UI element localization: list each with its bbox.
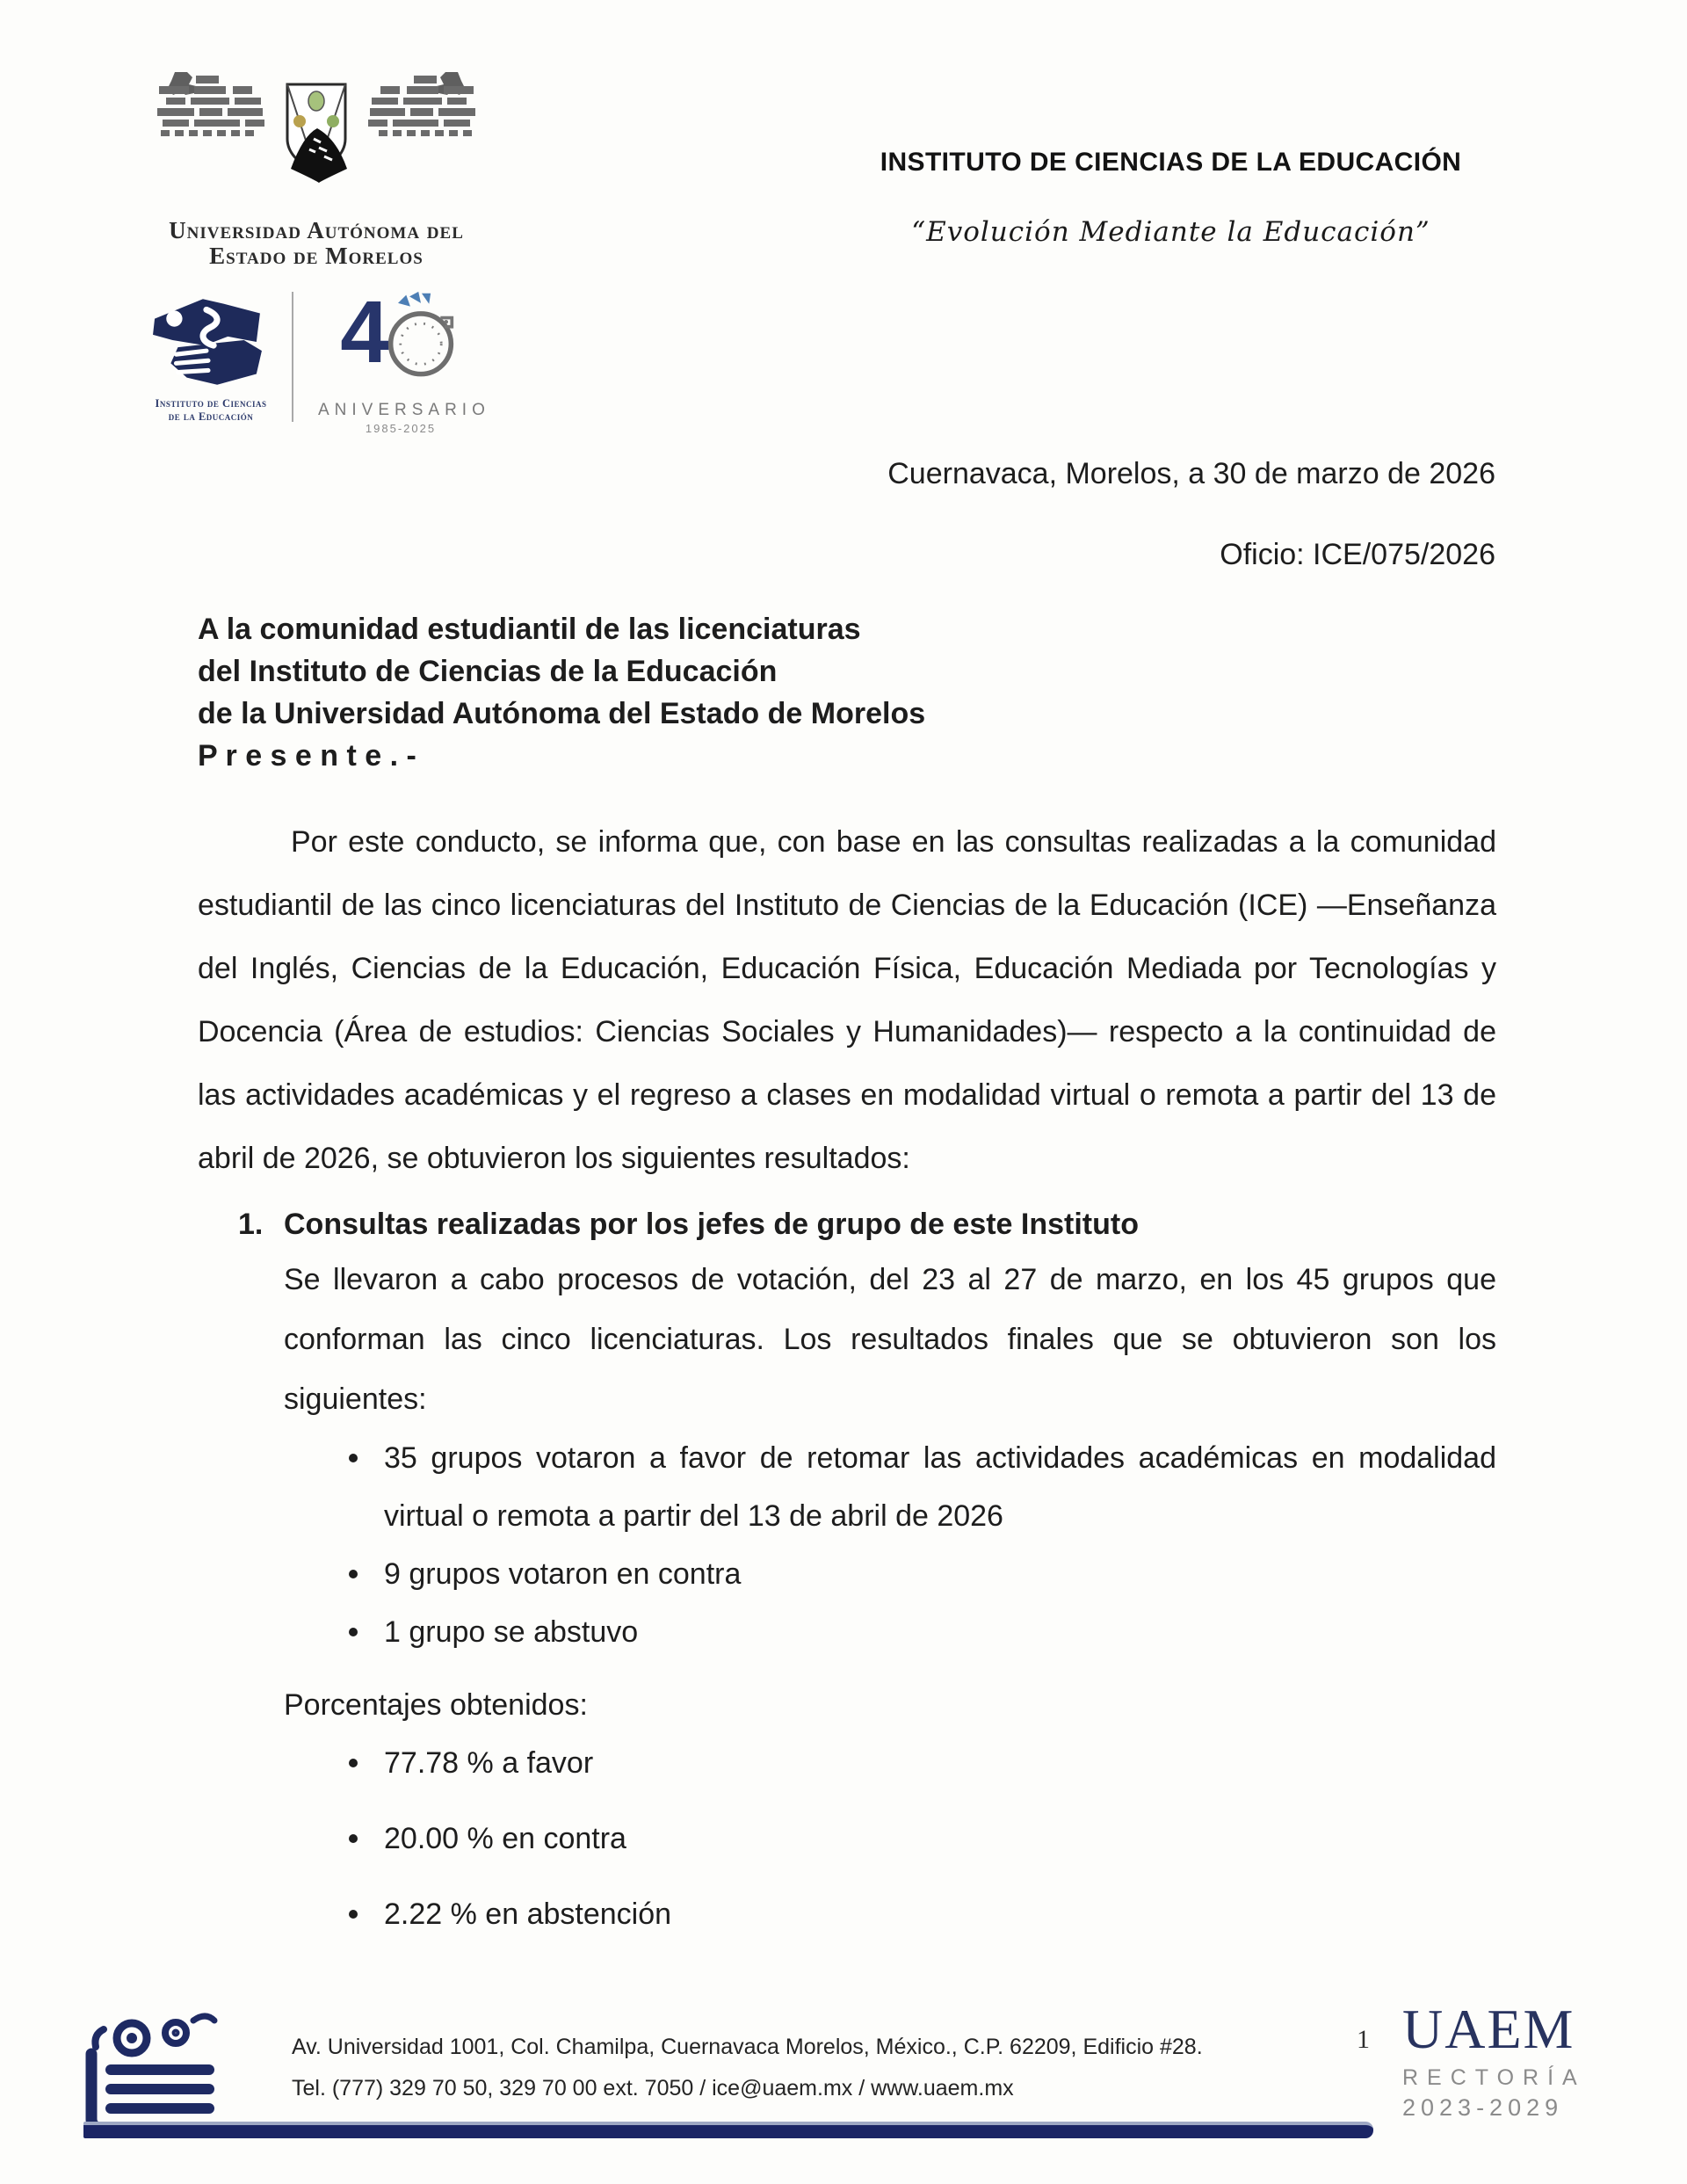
list-item: 2.22 % en abstención	[198, 1886, 1496, 1942]
oficio-number: Oficio: ICE/075/2026	[1220, 538, 1495, 571]
logo-divider	[292, 292, 293, 422]
anniversary-logo	[318, 283, 490, 435]
intro-paragraph: Por este conducto, se informa que, con base en las consultas realizadas a la comunidad estudiantil de las cinco licenciaturas del Instituto de Ciencias de la Educación (ICE) —Enseñanza del Inglés, Ciencias de la Educación, Educación Física, Educación Mediada por Tecnologías y Docencia (Área de estudios: Ciencias Sociales y Humanidades)— respecto a la continuidad de las actividades académicas y el regreso a clases en modalidad virtual o remota a partir del 13 de abril de 2026, se obtuvieron los siguientes resultados:	[198, 825, 1496, 1175]
letter-date: Cuernavaca, Morelos, a 30 de marzo de 2026	[887, 457, 1495, 490]
item-number: 1.	[238, 1208, 264, 1241]
letter-body	[198, 608, 1496, 1962]
item-title: Consultas realizadas por los jefes de grupo de este Instituto	[284, 1208, 1139, 1241]
rectoria-label: RECTORÍA	[1402, 2065, 1586, 2090]
list-item: 20.00 % en contra	[198, 1810, 1496, 1867]
list-item: 9 grupos votaron en contra	[198, 1545, 1496, 1603]
addressee-line: del Instituto de Ciencias de la Educación	[198, 655, 778, 688]
percentages-heading: Porcentajes obtenidos:	[284, 1688, 588, 1722]
list-item: 1 grupo se abstuvo	[198, 1603, 1496, 1661]
footer-address	[292, 2027, 1203, 2109]
university-name-line1: Universidad Autónoma del	[169, 217, 464, 243]
quetzalcoatl-ring-icon	[380, 290, 461, 381]
uaem-wordmark: UAEM	[1402, 1998, 1575, 2060]
institute-slogan: “Evolución Mediante la Educación”	[911, 216, 1430, 248]
vote-results-list	[198, 1429, 1496, 1661]
addressee-block	[198, 608, 1496, 777]
addressee-line: A la comunidad estudiantil de las licenciaturas	[198, 613, 861, 646]
ice-logo-caption	[149, 397, 272, 424]
addressee-line: de la Universidad Autónoma del Estado de Morelos	[198, 697, 926, 730]
sub-logos-row	[149, 283, 490, 501]
uaem-rectoria-logo	[1402, 2000, 1613, 2122]
institute-header	[822, 148, 1520, 248]
anniversary-label: ANIVERSARIO	[318, 401, 490, 419]
ice-caption-line1: Instituto de Ciencias	[155, 397, 267, 410]
university-name-line2: Estado de Morelos	[209, 243, 424, 269]
list-item: 77.78 % a favor	[198, 1735, 1496, 1791]
percentages-list	[198, 1735, 1496, 1942]
addressee-line: P r e s e n t e . -	[198, 739, 416, 773]
anniversary-years: 1985-2025	[365, 422, 437, 435]
anniversary-number: 4	[340, 283, 386, 381]
institute-title: INSTITUTO DE CIENCIAS DE LA EDUCACIÓN	[880, 148, 1462, 177]
rectoria-years: 2023-2029	[1402, 2094, 1564, 2121]
university-name	[149, 218, 483, 269]
aztec-scroll-glyph-icon	[77, 2008, 266, 2140]
ice-hands-logo-icon	[151, 295, 265, 392]
footer-accent-bar	[83, 2122, 1373, 2138]
uaem-coat-of-arms-icon	[150, 70, 482, 213]
page-number: 1	[1357, 2025, 1370, 2054]
list-item: 35 grupos votaron a favor de retomar las actividades académicas en modalidad virtual o remota a partir del 13 de abril de 2026	[198, 1429, 1496, 1545]
ice-caption-line2: de la Educación	[168, 410, 254, 423]
item-body: Se llevaron a cabo procesos de votación, del 23 al 27 de marzo, en los 45 grupos que conforman las cinco licenciaturas. Los resultados finales que se obtuvieron son los siguientes:	[284, 1263, 1496, 1416]
numbered-item-1	[238, 1199, 1496, 1429]
footer-address-line1: Av. Universidad 1001, Col. Chamilpa, Cuernavaca Morelos, México., C.P. 62209, Edificio #28.	[292, 2035, 1203, 2059]
institutional-logo-block	[149, 70, 490, 501]
footer-address-line2: Tel. (777) 329 70 50, 329 70 00 ext. 7050 / ice@uaem.mx / www.uaem.mx	[292, 2076, 1014, 2101]
